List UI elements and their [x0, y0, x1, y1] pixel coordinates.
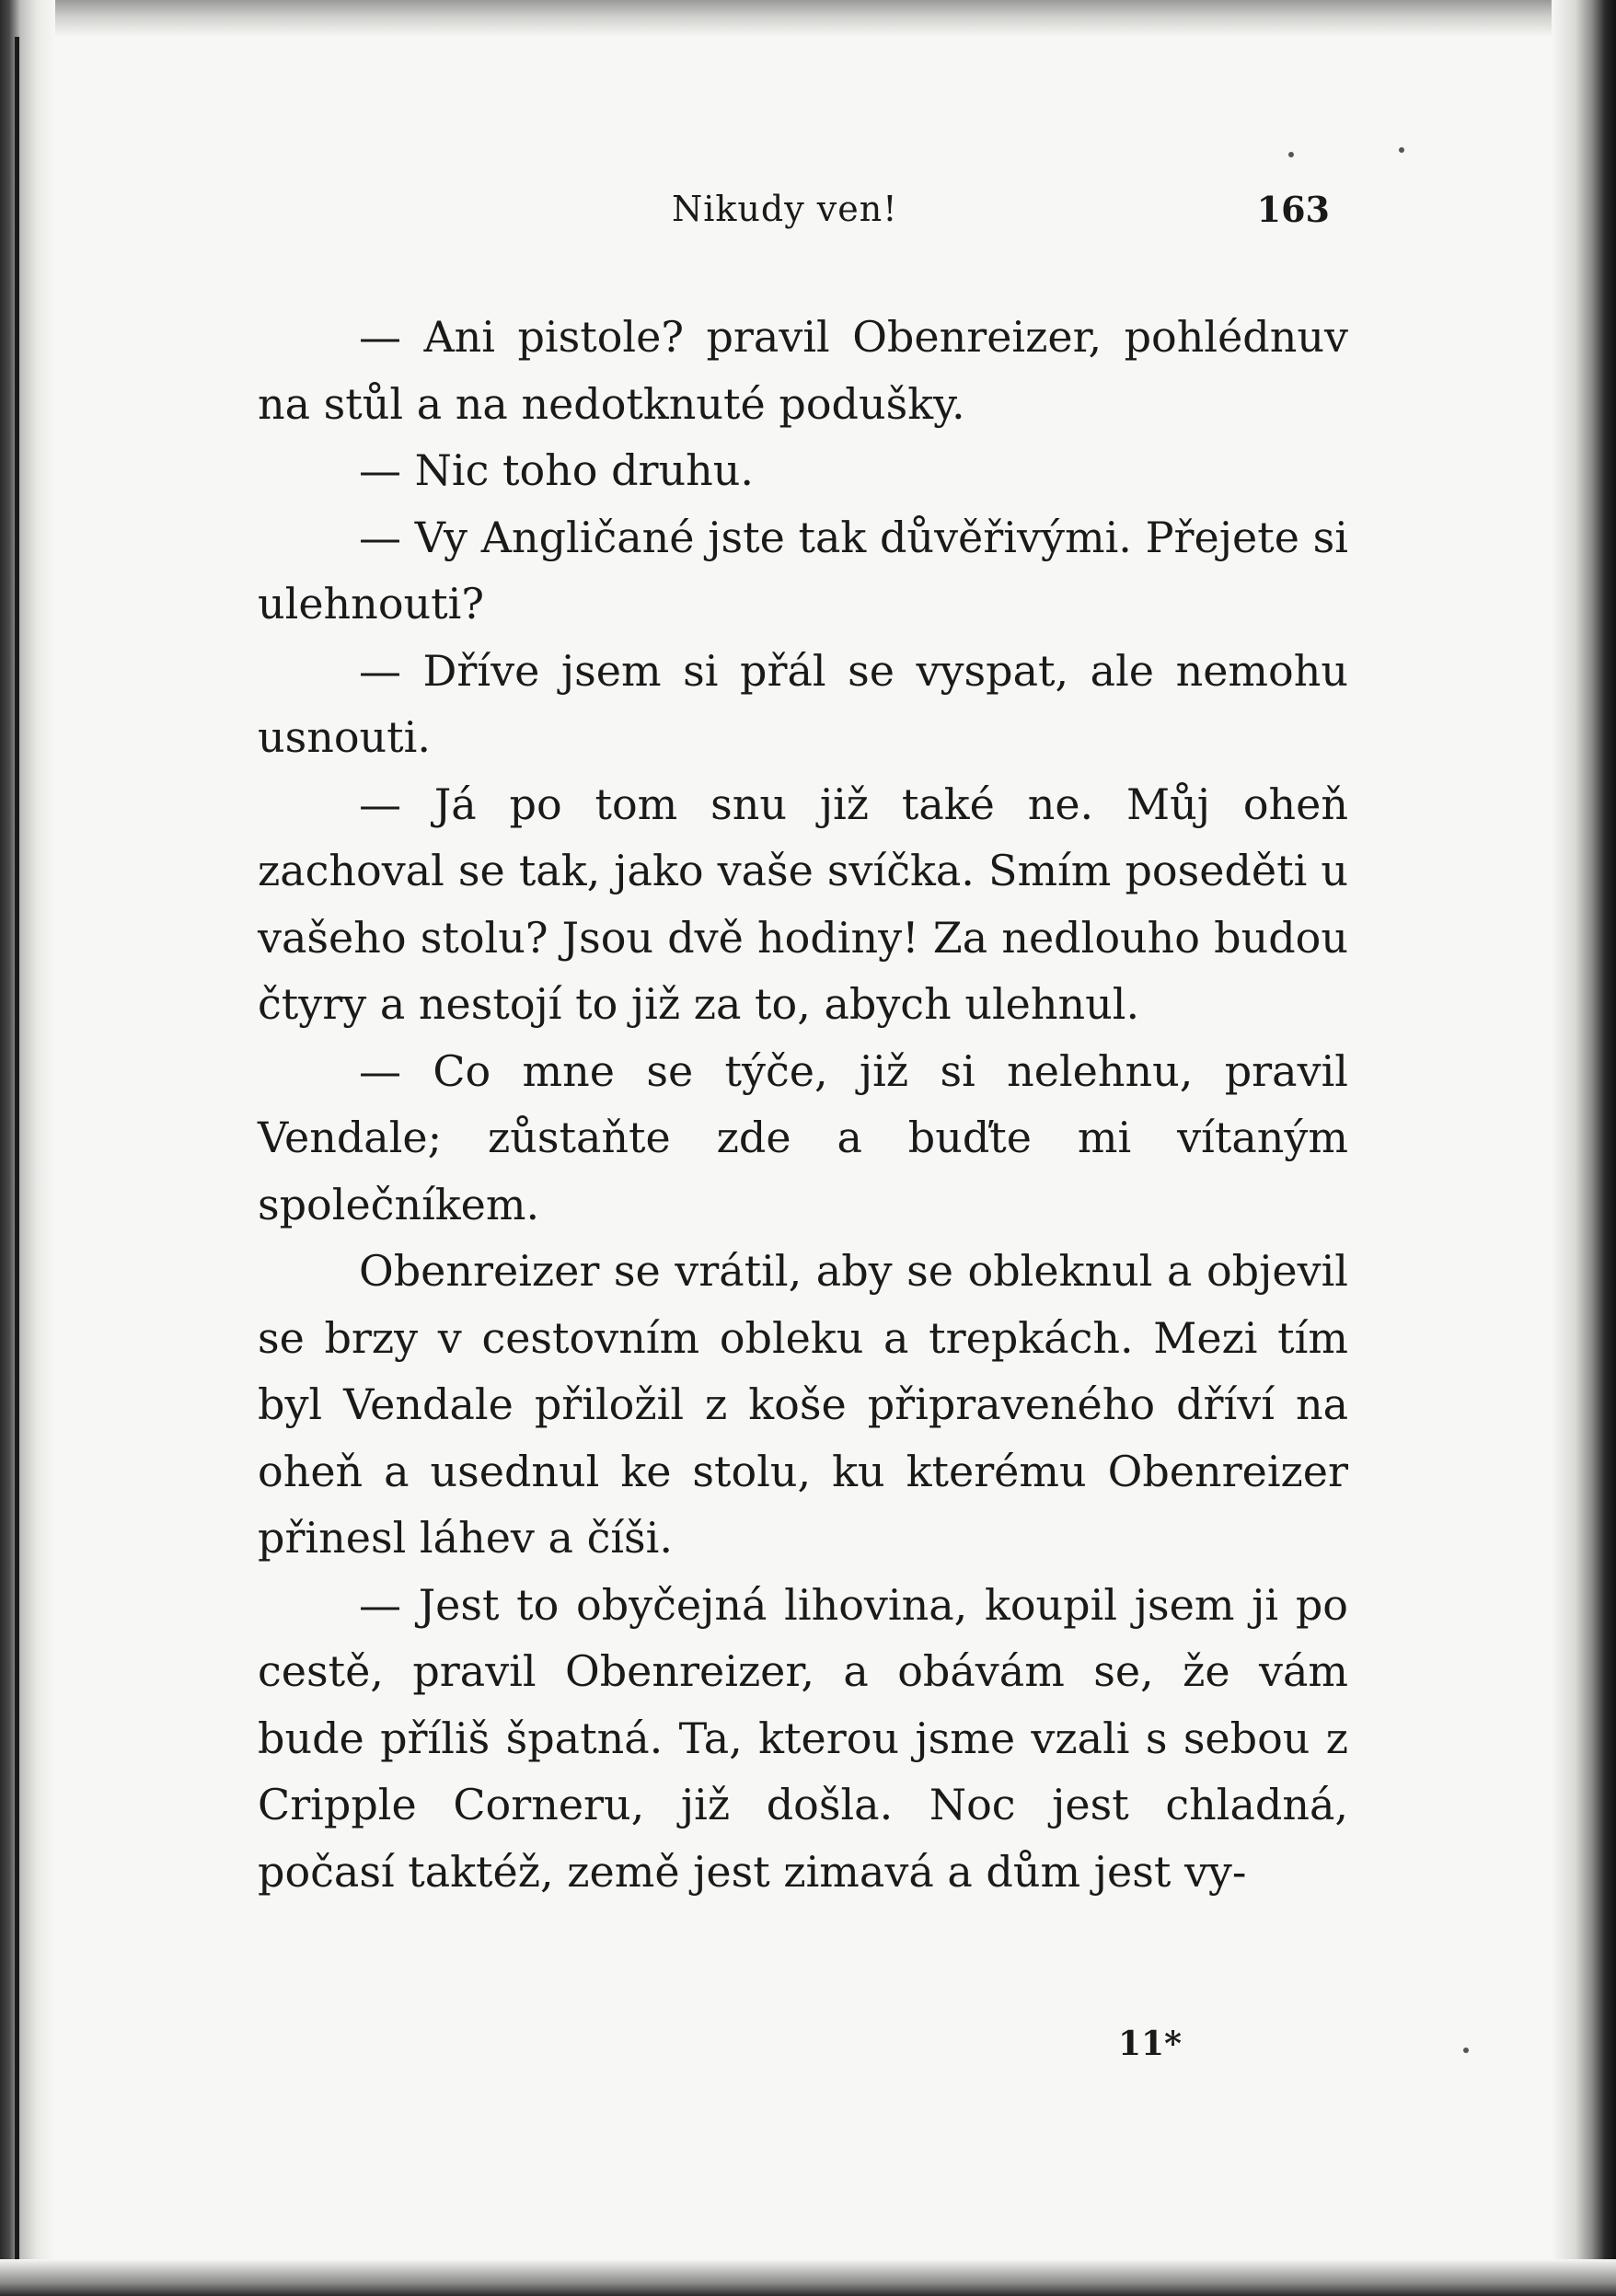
paragraph: — Jest to obyčejná lihovina, koupil jsem ji po cestě, pravil Obenreizer, a obávám se, že vám bude příliš špatná. Ta, kterou jsme vzali s sebou z Cripple Corneru, již došla. Noc jest chladná, počasí taktéž, země jest zimavá a dům jest vy-: [258, 1579, 1348, 1897]
page-left-edge: [0, 0, 55, 2296]
scan-speck: [1399, 147, 1404, 153]
page-number: 163: [1256, 189, 1330, 230]
page-right-edge: [1552, 0, 1616, 2296]
paragraph: — Co mne se týče, již si nelehnu, pravil Vendale; zůstaňte zde a buďte mi vítaným společníkem.: [258, 1045, 1348, 1229]
page-top-shadow: [0, 0, 1616, 37]
binding-line: [15, 37, 19, 2282]
paragraph: Obenreizer se vrátil, aby se obleknul a objevil se brzy v cestovním obleku a trepkách. Mezi tím byl Vendale přiložil z koše připraveného dříví na oheň a usednul ke stolu, ku kterému Obenreizer přinesl láhev a číši.: [258, 1246, 1348, 1563]
paragraph: — Dříve jsem si přál se vyspat, ale nemohu usnouti.: [258, 645, 1348, 762]
running-head: [258, 189, 1348, 235]
scan-speck: [1288, 152, 1294, 157]
body-text: [258, 304, 1348, 1905]
paragraph: — Vy Angličané jste tak důvěřivými. Přejete si ulehnouti?: [258, 512, 1348, 629]
scan-speck: [1463, 2048, 1469, 2053]
signature-mark: 11*: [1118, 2025, 1182, 2063]
paragraph: — Já po tom snu již také ne. Můj oheň zachoval se tak, jako vaše svíčka. Smím poseděti u vašeho stolu? Jsou dvě hodiny! Za nedlouho budou čtyry a nestojí to již za to, abych ulehnul.: [258, 779, 1348, 1029]
paragraph: — Nic toho druhu.: [359, 445, 755, 495]
page-bottom-shadow: [0, 2259, 1616, 2296]
paragraph: — Ani pistole? pravil Obenreizer, pohlédnuv na stůl a na nedotknuté podušky.: [258, 312, 1348, 429]
running-title: Nikudy ven!: [672, 189, 898, 229]
